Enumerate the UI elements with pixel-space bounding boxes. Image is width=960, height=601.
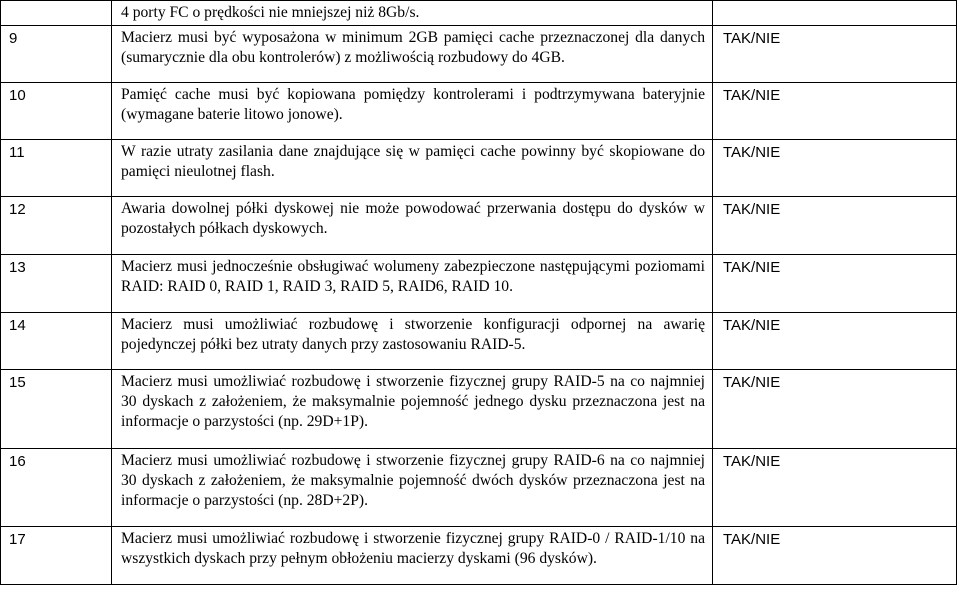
requirement-text: Macierz musi umożliwiać rozbudowę i stworzenie konfiguracji odpornej na awarię pojedynczej półki bez utraty danych przy zastosowaniu RAID-5. bbox=[112, 313, 713, 370]
answer-cell: TAK/NIE bbox=[713, 313, 957, 370]
requirement-text: Macierz musi umożliwiać rozbudowę i stworzenie fizycznej grupy RAID-0 / RAID-1/10 na wszystkich dyskach przy pełnym obłożeniu macierzy dyskami (96 dysków). bbox=[112, 527, 713, 585]
requirement-text: 4 porty FC o prędkości nie mniejszej niż 8Gb/s. bbox=[112, 1, 713, 26]
table-row bbox=[1, 255, 957, 313]
row-number: 16 bbox=[1, 449, 112, 527]
requirement-text: Macierz musi umożliwiać rozbudowę i stworzenie fizycznej grupy RAID-6 na co najmniej 30 dyskach z założeniem, że maksymalnie pojemność dwóch dysków przeznaczona jest na informacje o parzystości (np. 28D+2P). bbox=[112, 449, 713, 527]
answer-cell: TAK/NIE bbox=[713, 197, 957, 255]
table-row bbox=[1, 370, 957, 449]
requirement-text: Awaria dowolnej półki dyskowej nie może powodować przerwania dostępu do dysków w pozostałych półkach dyskowych. bbox=[112, 197, 713, 255]
answer-cell: TAK/NIE bbox=[713, 26, 957, 83]
requirement-text: Macierz musi jednocześnie obsługiwać wolumeny zabezpieczone następującymi poziomami RAID: RAID 0, RAID 1, RAID 3, RAID 5, RAID6, RAID 10. bbox=[112, 255, 713, 313]
requirement-text: Macierz musi umożliwiać rozbudowę i stworzenie fizycznej grupy RAID-5 na co najmniej 30 dyskach z założeniem, że maksymalnie pojemność jednego dysku przeznaczona jest na informacje o parzystości (np. 29D+1P). bbox=[112, 370, 713, 449]
answer-cell: TAK/NIE bbox=[713, 83, 957, 140]
row-number: 9 bbox=[1, 26, 112, 83]
table-row bbox=[1, 527, 957, 585]
requirement-text: W razie utraty zasilania dane znajdujące się w pamięci cache powinny być skopiowane do pamięci nieulotnej flash. bbox=[112, 140, 713, 197]
table-row bbox=[1, 140, 957, 197]
row-number: 12 bbox=[1, 197, 112, 255]
requirement-text: Pamięć cache musi być kopiowana pomiędzy kontrolerami i podtrzymywana bateryjnie (wymagane baterie litowo jonowe). bbox=[112, 83, 713, 140]
row-number bbox=[1, 1, 112, 26]
table-row bbox=[1, 26, 957, 83]
table-row bbox=[1, 313, 957, 370]
answer-cell: TAK/NIE bbox=[713, 527, 957, 585]
row-number: 15 bbox=[1, 370, 112, 449]
table-row bbox=[1, 449, 957, 527]
row-number: 11 bbox=[1, 140, 112, 197]
row-number: 13 bbox=[1, 255, 112, 313]
table-row bbox=[1, 197, 957, 255]
requirement-text: Macierz musi być wyposażona w minimum 2GB pamięci cache przeznaczonej dla danych (sumarycznie dla obu kontrolerów) z możliwością rozbudowy do 4GB. bbox=[112, 26, 713, 83]
answer-cell: TAK/NIE bbox=[713, 255, 957, 313]
row-number: 14 bbox=[1, 313, 112, 370]
answer-cell bbox=[713, 1, 957, 26]
answer-cell: TAK/NIE bbox=[713, 449, 957, 527]
row-number: 17 bbox=[1, 527, 112, 585]
answer-cell: TAK/NIE bbox=[713, 370, 957, 449]
answer-cell: TAK/NIE bbox=[713, 140, 957, 197]
table-row bbox=[1, 83, 957, 140]
table-row bbox=[1, 1, 957, 26]
row-number: 10 bbox=[1, 83, 112, 140]
